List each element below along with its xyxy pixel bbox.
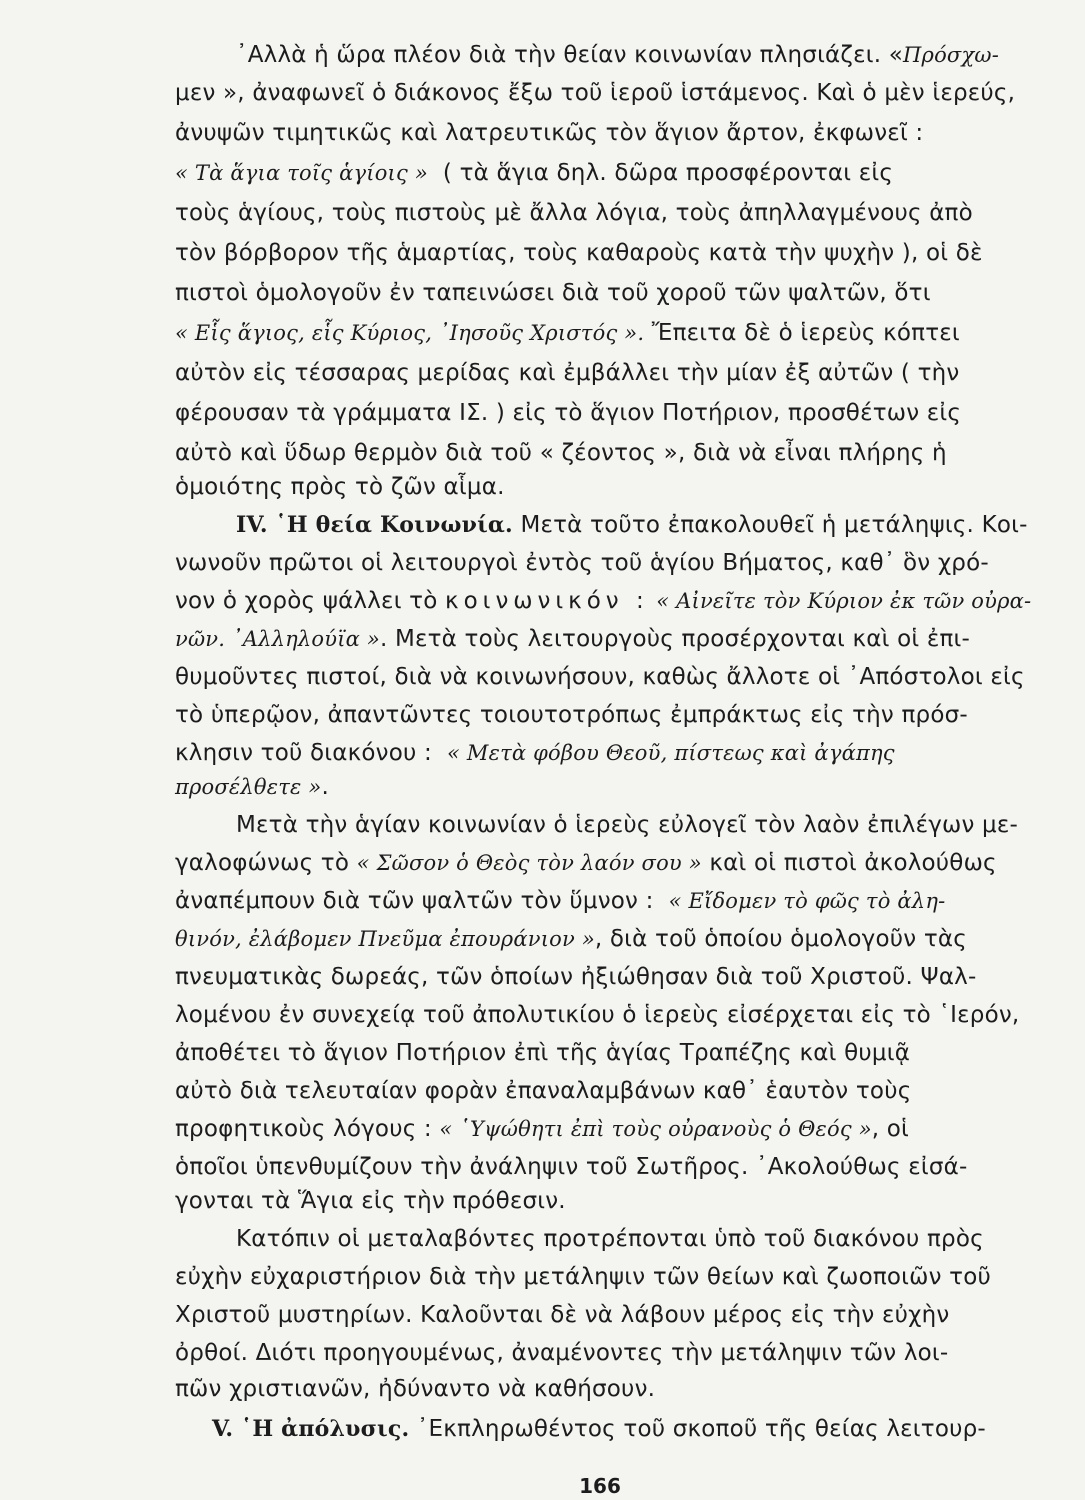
section-heading-iv: IV. ῾Η θεία Κοινωνία. [236,512,513,538]
text-line: ὀρθοί. Διότι προηγουμένως, ἀναμένοντες τὴν μετάληψιν τῶν λοι- [175,1340,949,1366]
text-line: προφητικοὺς λόγους : « ῾Υψώθητι ἐπὶ τοὺς οὐρανοὺς ὁ Θεός », οἱ [175,1116,910,1142]
text-line: πῶν χριστιανῶν, ἠδύναντο νὰ καθήσουν. [175,1376,656,1402]
text-line: αὐτὸ καὶ ὕδωρ θερμὸν διὰ τοῦ « ζέοντος », διὰ νὰ εἶναι πλήρης ἡ [175,440,947,466]
text-line: V. ῾Η ἀπόλυσις. ᾿Εκπληρωθέντος τοῦ σκοποῦ τῆς θείας λειτουρ- [212,1416,986,1442]
text-line: ἀποθέτει τὸ ἅγιον Ποτήριον ἐπὶ τῆς ἁγίας Τραπέζης καὶ θυμιᾷ [175,1040,911,1066]
text-line: θινόν, ἐλάβομεν Πνεῦμα ἐπουράνιον », διὰ τοῦ ὁποίου ὁμολογοῦν τὰς [175,926,967,952]
text-line: « Τὰ ἅγια τοῖς ἁγίοις » ( τὰ ἅγια δηλ. δῶρα προσφέρονται εἰς [175,160,894,186]
text-line: προσέλθετε ». [175,774,329,800]
text-line: φέρουσαν τὰ γράμματα ΙΣ. ) εἰς τὸ ἅγιον Ποτήριον, προσθέτων εἰς [175,400,962,426]
text-line: πνευματικὰς δωρεάς, τῶν ὁποίων ἠξιώθησαν διὰ τοῦ Χριστοῦ. Ψαλ- [175,964,977,990]
text-line: « Εἷς ἅγιος, εἷς Κύριος, ᾿Ιησοῦς Χριστός ». Ἔπειτα δὲ ὁ ἱερεὺς κόπτει [175,320,960,346]
text-line: τὸ ὑπερῷον, ἀπαντῶντες τοιουτοτρόπως ἐμπράκτως εἰς τὴν πρόσ- [175,702,968,728]
text-line: τοὺς ἁγίους, τοὺς πιστοὺς μὲ ἄλλα λόγια, τοὺς ἀπηλλαγμένους ἀπὸ [175,200,973,226]
text-line: ὁμοιότης πρὸς τὸ ζῶν αἷμα. [175,474,505,500]
text-line: νωνοῦν πρῶτοι οἱ λειτουργοὶ ἐντὸς τοῦ ἁγίου Βήματος, καθ᾿ ὃν χρό- [175,550,989,576]
text-line: λομένου ἐν συνεχείᾳ τοῦ ἀπολυτικίου ὁ ἱερεὺς εἰσέρχεται εἰς τὸ ῾Ιερόν, [175,1002,1020,1028]
text-line: θυμοῦντες πιστοί, διὰ νὰ κοινωνήσουν, καθὼς ἄλλοτε οἱ ᾿Απόστολοι εἰς [175,664,1025,690]
text-line: Χριστοῦ μυστηρίων. Καλοῦνται δὲ νὰ λάβουν μέρος εἰς τὴν εὐχὴν [175,1302,950,1328]
text-line: Κατόπιν οἱ μεταλαβόντες προτρέπονται ὑπὸ τοῦ διακόνου πρὸς [236,1226,984,1252]
text-line: ἀνυψῶν τιμητικῶς καὶ λατρευτικῶς τὸν ἅγιον ἄρτον, ἐκφωνεῖ : [175,120,924,146]
text-line: μεν », ἀναφωνεῖ ὁ διάκονος ἔξω τοῦ ἱεροῦ ἱστάμενος. Καὶ ὁ μὲν ἱερεύς, [175,80,1016,106]
text-line: IV. ῾Η θεία Κοινωνία. Μετὰ τοῦτο ἐπακολουθεῖ ἡ μετάληψις. Κοι- [236,512,1028,538]
page-number: 166 [579,1474,621,1498]
text-line: πιστοὶ ὁμολογοῦν ἐν ταπεινώσει διὰ τοῦ χοροῦ τῶν ψαλτῶν, ὅτι [175,280,931,306]
section-heading-v: V. ῾Η ἀπόλυσις. [212,1416,410,1442]
text-line: εὐχὴν εὐχαριστήριον διὰ τὴν μετάληψιν τῶν θείων καὶ ζωοποιῶν τοῦ [175,1264,992,1290]
text-line: νον ὁ χορὸς ψάλλει τὸ κοινωνικόν : « Αἰνεῖτε τὸν Κύριον ἐκ τῶν οὐρα- [175,588,1032,614]
text-line: αὐτὸ διὰ τελευταίαν φορὰν ἐπαναλαμβάνων καθ᾿ ἑαυτὸν τοὺς [175,1078,912,1104]
text-line: τὸν βόρβορον τῆς ἁμαρτίας, τοὺς καθαροὺς κατὰ τὴν ψυχὴν ), οἱ δὲ [175,240,983,266]
text-line: ἀναπέμπουν διὰ τῶν ψαλτῶν τὸν ὕμνον : « Εἴδομεν τὸ φῶς τὸ ἀλη- [175,888,946,914]
text-line: γαλοφώνως τὸ « Σῶσον ὁ Θεὸς τὸν λαόν σου » καὶ οἱ πιστοὶ ἀκολούθως [175,850,997,876]
text-line: γονται τὰ Ἅγια εἰς τὴν πρόθεσιν. [175,1188,566,1214]
text-line: ὁποῖοι ὑπενθυμίζουν τὴν ἀνάληψιν τοῦ Σωτῆρος. ᾿Ακολούθως εἰσά- [175,1154,968,1180]
text-line: ᾿Αλλὰ ἡ ὥρα πλέον διὰ τὴν θείαν κοινωνίαν πλησιάζει. «Πρόσχω- [236,42,1000,68]
text-line: αὐτὸν εἰς τέσσαρας μερίδας καὶ ἐμβάλλει τὴν μίαν ἐξ αὐτῶν ( τὴν [175,360,960,386]
text-line: κλησιν τοῦ διακόνου : « Μετὰ φόβου Θεοῦ, πίστεως καὶ ἀγάπης [175,740,895,766]
text-line: Μετὰ τὴν ἁγίαν κοινωνίαν ὁ ἱερεὺς εὐλογεῖ τὸν λαὸν ἐπιλέγων με- [236,812,1019,838]
text-line: νῶν. ᾿Αλληλούϊα ». Μετὰ τοὺς λειτουργοὺς προσέρχονται καὶ οἱ ἐπι- [175,626,971,652]
